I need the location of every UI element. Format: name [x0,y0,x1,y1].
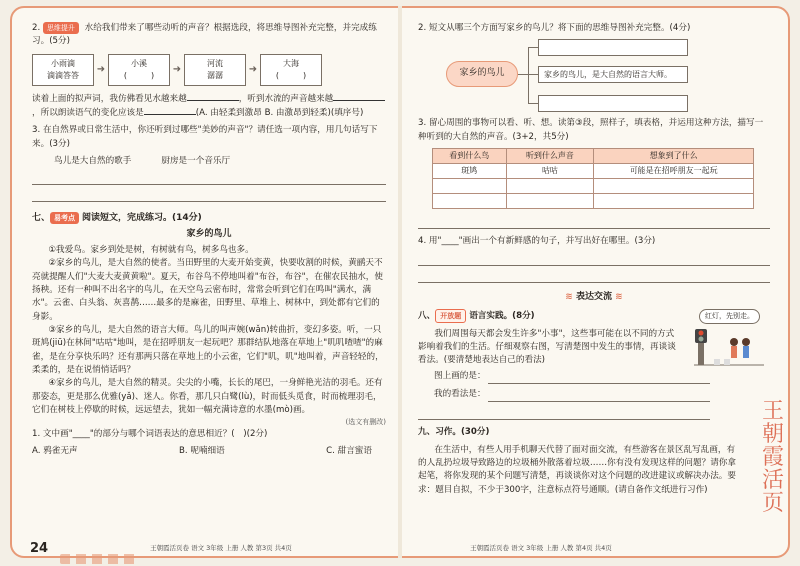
mind-map [418,39,770,113]
flow-box-2[interactable]: 小溪 ( ) [108,54,170,86]
left-q2-text: 水给我们带来了哪些动听的声音？根据选段，将思维导图补充完整，并完成练习。(5分) [32,23,377,47]
answer-line[interactable] [488,388,710,402]
passage-p4: ④家乡的鸟儿，是大自然的精灵。尖尖的小嘴，长长的尾巴，一身鲜艳光洁的羽毛。还有那姿态，更是那么优雅(yǎ)、迷人。你看，那几只白鹭(lù)，时而低头觅食，时而梳理羽毛，它们在树枝上停歇的时候，远远望去，犹如一幅充满诗意的水墨(mò)画。 [32,378,383,415]
left-q3: 3. 在自然界或日常生活中，你还听到过哪些"美妙的声音"？请任选一项内容，用几句话写下来。(3分) [32,125,378,149]
page-number: 24 [30,541,49,556]
flow-box-4[interactable]: 大海 ( ) [260,54,322,86]
traffic-light-illustration [694,309,764,369]
section-7-title: 七、 易考点 阅读短文，完成练习。(14分) [32,213,202,224]
table-header-row: 看到什么鸟 听到什么声音 想象到了什么 [433,148,754,163]
right-q2: 2. 短文从哪三个方面写家乡的鸟儿？将下面的思维导图补充完整。(4分) [418,23,691,33]
q9-text: 在生活中，有些人用手机聊天代替了面对面交流，有些游客在景区乱写乱画，有的人乱扔垃圾导致路边的垃圾桶外散落着垃圾……你有没有发现这样的问题？请你拿起笔，将你发现的某个问题写清楚，再谈谈你对这个问题的改进建议或解决办法。要求：题目自拟，不少于300字，注意标点符号通顺。(请自备作文纸进行习作) [418,444,736,495]
q8-answer-2: 我的看法是： [418,388,770,402]
arrow-right-icon: ➜ [96,63,106,75]
passage-p1: ①我爱鸟。家乡到处是树，有树就有鸟，树多鸟也多。 [48,245,254,256]
table-row [433,178,754,193]
table-row [433,193,754,208]
right-q9-title: 九、习作。(30分) [418,427,490,438]
speech-bubble: 红灯，先别走。 [699,309,760,324]
left-footer: 王朝霞活页卷 语文 3年级 上册 人教 第3页 共4页 [150,544,292,552]
right-q4: 4. 用"____"画出一个有新鲜感的句子，并写出好在哪里。(3分) [418,235,656,246]
mind-map-branch-2: 家乡的鸟儿，是大自然的语言大师。 [538,66,688,83]
page-spine [398,6,402,558]
right-q8: 八、 开放题 语言实践。(8分) 我们周围每天都会发生许多"小事"，这些事可能在以不同的方式影响着我们的生活。仔细观察右图，写清楚图中发生的事情，再谈谈看法。(要清楚地表达自己的看法) 红灯，先别走。 图上画的是： 我的看法是： [418,309,770,420]
flow-box-3: 河流 潺潺 [184,54,246,86]
left-q2-fill: 读着上面的拟声词，我仿佛看见水越来越 ，听到水流的声音越来越，所以朗读语气的变化应该是 (A. 由轻柔到激昂 B. 由激昂到轻柔)(填序号) [32,92,386,121]
left-q1: 1. 文中画"____"的部分与哪个词语表达的意思相近？( )(2分) [32,428,268,439]
answer-line[interactable] [488,370,710,384]
right-q3: 3. 留心周围的事物可以看、听、想。读第③段，照样子，填表格，并运用这种方法，描写一种听到的大自然的声音。(3+2，共5分) [418,118,764,142]
passage-title: 家乡的鸟儿 [186,229,232,240]
right-footer: 王朝霞活页卷 语文 3年级 上册 人教 第4页 共4页 [470,544,612,552]
decor-stripes [60,554,140,564]
option-a[interactable]: A. 鸦雀无声 [32,446,78,457]
arrow-right-icon: ➜ [248,63,258,75]
passage-source: (选文有删改) [345,418,386,427]
answer-blank[interactable] [333,92,385,101]
answer-line[interactable] [418,252,770,266]
observation-table [432,148,754,209]
answer-line[interactable] [418,215,770,229]
answer-line[interactable] [32,171,386,185]
left-q1-options [32,445,386,458]
q8-text: 我们周围每天都会发生许多"小事"，这些事可能在以不同的方式影响着我们的生活。仔细观察右图，写清楚图中发生的事情，再谈谈看法。(要清楚地表达自己的看法) [418,328,676,366]
mind-map-branch-1[interactable] [538,39,688,56]
key-point-tag: 易考点 [50,212,79,224]
left-q3-examples: 鸟儿是大自然的歌手 厨房是一个音乐厅 [54,155,231,166]
left-q2: 2. 思维提升 水给我们带来了哪些动听的声音？根据选段，将思维导图补充完整，并完成练习。(5分) [32,23,377,47]
answer-blank[interactable] [187,92,239,101]
option-b[interactable]: B. 呢喃细语 [179,446,225,457]
q8-answer-1: 图上画的是： [418,370,770,384]
sound-flow-diagram [32,54,386,86]
mind-map-branch-3[interactable] [538,95,688,112]
section-divider: ≋ 表达交流 ≋ [565,292,623,303]
arrow-right-icon: ➜ [172,63,182,75]
mind-map-center: 家乡的鸟儿 [446,61,518,87]
answer-line[interactable] [32,188,386,202]
option-c[interactable]: C. 甜言蜜语 [326,446,372,457]
table-row: 斑鸠 咕咕 可能是在招呼朋友一起玩 [433,163,754,178]
left-page [32,22,386,459]
passage-p2: ②家乡的鸟儿，是大自然的使者。当田野里的大麦开始变黄，快要收割的时候，黄鹂天不亮就提醒人们"大麦大麦黄黄啦"。夏天，布谷鸟不停地叫着"布谷，布谷"，在催农民抽水，使扬秧。还有一种叫不出名字的鸟儿，在天空鸟云密布时，常常会听到它们在鸣叫"满水，满水"。云雀、白头翁、灰喜鹊……最多的是麻雀，田野里、草堆上、树林中，到处都有它们的身影。 [32,258,383,322]
thinking-tag: 思维提升 [43,22,79,34]
passage-p3: ③家乡的鸟儿，是大自然的语言大师。鸟儿的叫声婉(wǎn)转曲折，变幻多姿。听，一只斑鸠(jiū)在林间"咕咕"地叫，是在招呼朋友一起玩吧？那群结队地落在草地上"叽叽喳喳"的麻雀，是在分享快乐吗？还有那两只落在草地上的小云雀，它们"叽，叽"地叫着，声音轻轻的，柔柔的，是在说悄悄话吗？ [32,324,384,375]
open-question-tag: 开放题 [435,309,466,323]
right-page [418,22,770,497]
brand-watermark: 王朝霞活页 [761,399,784,517]
answer-blank[interactable] [144,106,196,115]
answer-line[interactable] [418,269,770,283]
flow-box-1: 小雨滴 滴滴答答 [32,54,94,86]
answer-line[interactable] [418,406,710,420]
